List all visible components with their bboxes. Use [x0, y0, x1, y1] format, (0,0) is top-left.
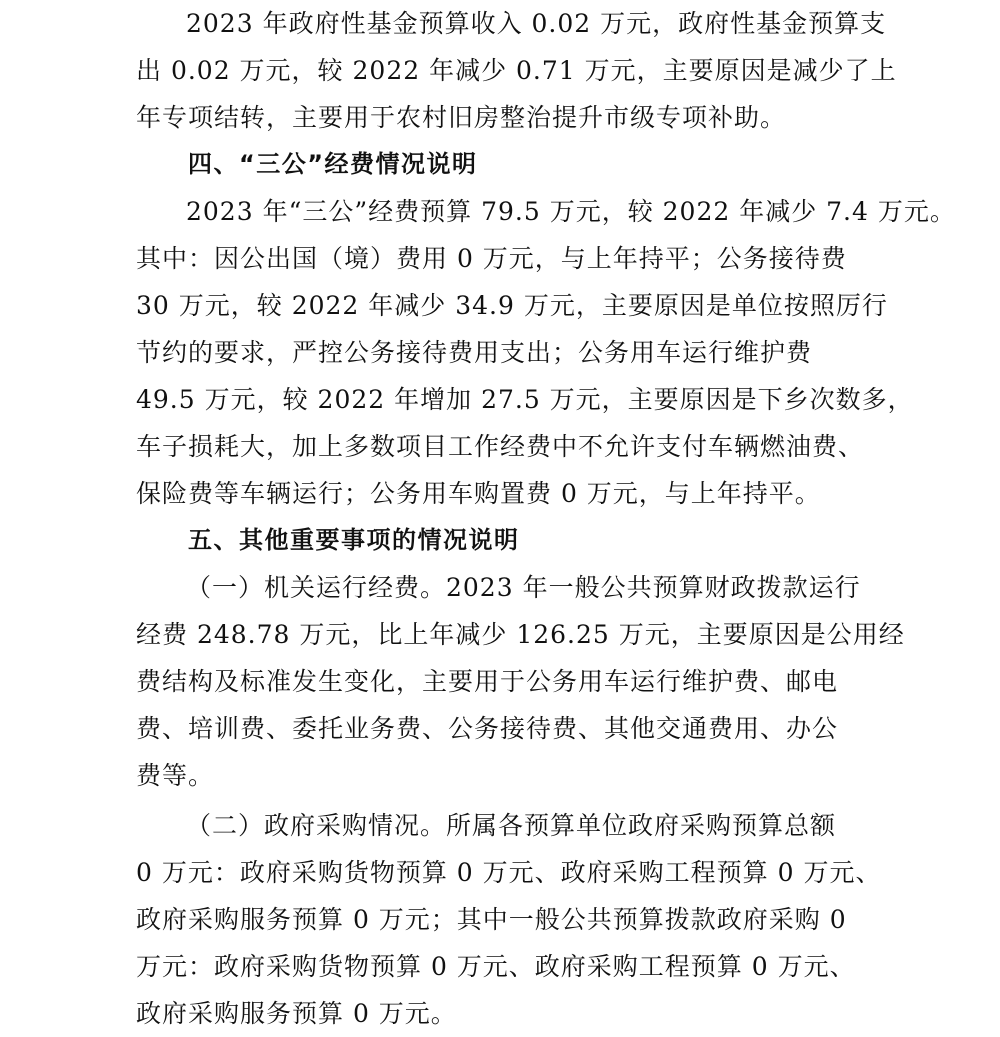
paragraph-line-operating-2: 经费 248.78 万元，比上年减少 126.25 万元，主要原因是公用经 — [136, 620, 905, 649]
paragraph-line-operating-5: 费等。 — [136, 761, 215, 790]
paragraph-line-procurement-1: （二）政府采购情况。所属各预算单位政府采购预算总额 — [186, 811, 837, 840]
paragraph-line-procurement-3: 政府采购服务预算 0 万元；其中一般公共预算拨款政府采购 0 — [136, 905, 847, 934]
paragraph-line-three-public-7: 保险费等车辆运行；公务用车购置费 0 万元，与上年持平。 — [136, 479, 821, 508]
paragraph-line-operating-1: （一）机关运行经费。2023 年一般公共预算财政拨款运行 — [186, 573, 861, 602]
paragraph-line-three-public-4: 节约的要求，严控公务接待费用支出；公务用车运行维护费 — [136, 338, 813, 367]
paragraph-line-operating-4: 费、培训费、委托业务费、公务接待费、其他交通费用、办公 — [136, 714, 839, 743]
paragraph-line-three-public-5: 49.5 万元，较 2022 年增加 27.5 万元，主要原因是下乡次数多， — [136, 385, 914, 414]
paragraph-line-procurement-4: 万元：政府采购货物预算 0 万元、政府采购工程预算 0 万元、 — [136, 952, 856, 981]
paragraph-line-govfund-3: 年专项结转，主要用于农村旧房整治提升市级专项补助。 — [136, 103, 787, 132]
paragraph-line-govfund-2: 出 0.02 万元，较 2022 年减少 0.71 万元，主要原因是减少了上 — [136, 56, 897, 85]
paragraph-line-three-public-3: 30 万元，较 2022 年减少 34.9 万元，主要原因是单位按照厉行 — [136, 291, 888, 320]
paragraph-line-operating-3: 费结构及标准发生变化，主要用于公务用车运行维护费、邮电 — [136, 667, 839, 696]
paragraph-line-three-public-1: 2023 年“三公”经费预算 79.5 万元，较 2022 年减少 7.4 万元。 — [186, 197, 956, 226]
paragraph-line-procurement-5: 政府采购服务预算 0 万元。 — [136, 999, 457, 1028]
paragraph-line-procurement-2: 0 万元：政府采购货物预算 0 万元、政府采购工程预算 0 万元、 — [136, 858, 882, 887]
section-heading-other-matters: 五、其他重要事项的情况说明 — [188, 526, 520, 554]
paragraph-line-govfund-1: 2023 年政府性基金预算收入 0.02 万元，政府性基金预算支 — [186, 9, 887, 38]
paragraph-line-three-public-2: 其中：因公出国（境）费用 0 万元，与上年持平；公务接待费 — [136, 244, 847, 273]
paragraph-line-three-public-6: 车子损耗大，加上多数项目工作经费中不允许支付车辆燃油费、 — [136, 432, 865, 461]
section-heading-three-public: 四、“三公”经费情况说明 — [188, 150, 478, 178]
